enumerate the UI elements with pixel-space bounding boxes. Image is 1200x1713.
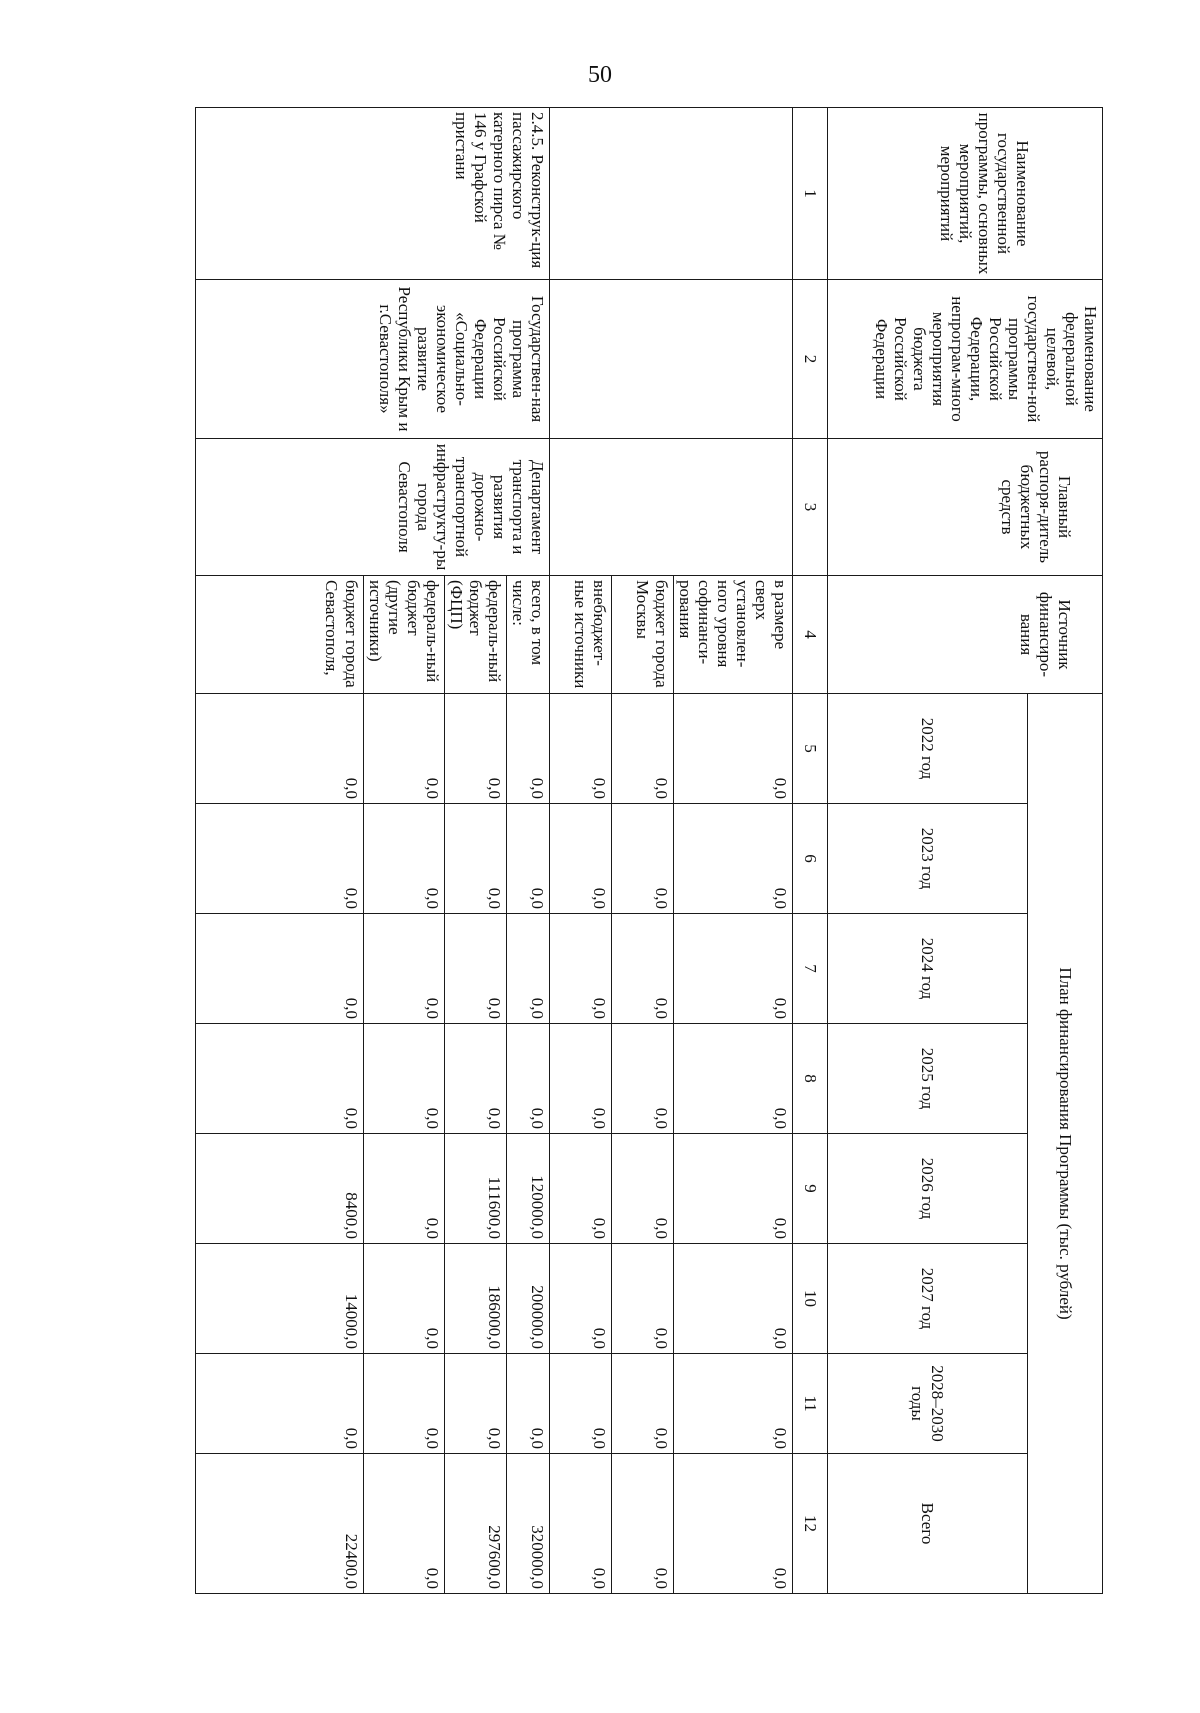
value-cell: 0,0 — [196, 1024, 364, 1134]
value-cell: 0,0 — [506, 1354, 549, 1454]
value-cell: 0,0 — [611, 1024, 673, 1134]
value-cell: 8400,0 — [196, 1134, 364, 1244]
funding-source: бюджет города Москвы — [611, 576, 673, 694]
value-cell: 0,0 — [611, 914, 673, 1024]
value-cell: 0,0 — [611, 1134, 673, 1244]
value-cell: 0,0 — [444, 1354, 506, 1454]
value-cell: 0,0 — [196, 804, 364, 914]
value-cell: 0,0 — [444, 1024, 506, 1134]
column-number: 6 — [793, 804, 828, 914]
value-cell: 0,0 — [506, 914, 549, 1024]
value-cell: 0,0 — [673, 1134, 792, 1244]
table-row — [673, 108, 792, 1594]
value-cell: 0,0 — [549, 1354, 611, 1454]
header-program-name: Наименование государственной программы, основных мероприятий, мероприятий — [828, 108, 1103, 280]
value-cell: 0,0 — [549, 1134, 611, 1244]
value-cell: 0,0 — [673, 804, 792, 914]
value-cell: 0,0 — [611, 1454, 673, 1594]
funding-source: федераль-ный бюджет (ФЦП) — [444, 576, 506, 694]
value-cell: 0,0 — [673, 1454, 792, 1594]
activity-name: 2.4.5. Реконструк-ция пассажирского катерного пирса № 146 у Графской пристани — [196, 108, 550, 280]
value-cell: 0,0 — [444, 804, 506, 914]
value-cell: 0,0 — [673, 914, 792, 1024]
value-cell: 0,0 — [673, 1244, 792, 1354]
column-number: 1 — [793, 108, 828, 280]
value-cell: 14000,0 — [196, 1244, 364, 1354]
header-financing-plan: План финансирования Программы (тыс. рублей) — [1028, 694, 1103, 1594]
value-cell: 0,0 — [549, 694, 611, 804]
header-year-2025: 2025 год — [828, 1024, 1028, 1134]
table-row — [506, 108, 549, 1594]
value-cell: 0,0 — [611, 804, 673, 914]
value-cell: 0,0 — [363, 914, 444, 1024]
value-cell: 0,0 — [549, 804, 611, 914]
value-cell: 0,0 — [444, 914, 506, 1024]
column-number: 10 — [793, 1244, 828, 1354]
empty-cell — [549, 108, 792, 280]
value-cell: 0,0 — [549, 914, 611, 1024]
column-number: 9 — [793, 1134, 828, 1244]
header-years-2028-2030: 2028–2030 годы — [828, 1354, 1028, 1454]
value-cell: 0,0 — [506, 804, 549, 914]
funding-source: федераль-ный бюджет (другие источники) — [363, 576, 444, 694]
value-cell: 0,0 — [611, 1244, 673, 1354]
value-cell: 22400,0 — [196, 1454, 364, 1594]
empty-cell — [549, 280, 792, 439]
value-cell: 0,0 — [196, 914, 364, 1024]
value-cell: 186000,0 — [444, 1244, 506, 1354]
value-cell: 0,0 — [363, 804, 444, 914]
value-cell: 0,0 — [673, 1024, 792, 1134]
value-cell: 0,0 — [363, 1244, 444, 1354]
funding-source: всего, в том числе: — [506, 576, 549, 694]
funding-source: в размере сверх установлен-ного уровня софинанси-рования — [673, 576, 792, 694]
rotated-table-wrapper — [195, 107, 1103, 1593]
column-number: 7 — [793, 914, 828, 1024]
value-cell: 0,0 — [363, 1354, 444, 1454]
empty-cell — [549, 439, 792, 576]
header-funding-source: Источник финансиро-вания — [828, 576, 1103, 694]
page-number: 50 — [588, 62, 612, 88]
column-number: 12 — [793, 1454, 828, 1594]
header-total: Всего — [828, 1454, 1028, 1594]
column-number: 11 — [793, 1354, 828, 1454]
value-cell: 320000,0 — [506, 1454, 549, 1594]
column-number: 2 — [793, 280, 828, 439]
funding-source: внебюджет-ные источники — [549, 576, 611, 694]
header-year-2022: 2022 год — [828, 694, 1028, 804]
value-cell: 0,0 — [444, 694, 506, 804]
value-cell: 0,0 — [673, 1354, 792, 1454]
value-cell: 0,0 — [363, 1134, 444, 1244]
header-year-2027: 2027 год — [828, 1244, 1028, 1354]
column-number: 3 — [793, 439, 828, 576]
header-year-2023: 2023 год — [828, 804, 1028, 914]
header-year-2026: 2026 год — [828, 1134, 1028, 1244]
header-federal-program: Наименование федеральной целевой, государствен-ной программы Российской Федерации, непрограм-много мероприятия бюджета Российской Федерации — [828, 280, 1103, 439]
value-cell: 0,0 — [611, 694, 673, 804]
column-number: 8 — [793, 1024, 828, 1134]
value-cell: 0,0 — [611, 1354, 673, 1454]
value-cell: 111600,0 — [444, 1134, 506, 1244]
value-cell: 0,0 — [673, 694, 792, 804]
financing-table — [195, 107, 1103, 1594]
column-number: 4 — [793, 576, 828, 694]
value-cell: 297600,0 — [444, 1454, 506, 1594]
value-cell: 0,0 — [506, 1024, 549, 1134]
funding-source: бюджет города Севастополя, — [196, 576, 364, 694]
value-cell: 200000,0 — [506, 1244, 549, 1354]
value-cell: 0,0 — [549, 1454, 611, 1594]
value-cell: 120000,0 — [506, 1134, 549, 1244]
federal-program-name: Государствен-ная программа Российской Федерации «Социально-экономическое развитие Республики Крым и г.Севастополя» — [196, 280, 550, 439]
value-cell: 0,0 — [363, 694, 444, 804]
value-cell: 0,0 — [549, 1024, 611, 1134]
header-budget-manager: Главный распоря-дитель бюджетных средств — [828, 439, 1103, 576]
value-cell: 0,0 — [363, 1024, 444, 1134]
value-cell: 0,0 — [506, 694, 549, 804]
budget-manager: Департамент транспорта и развития дорожно-транспортной инфраструкту-ры города Севастополя — [196, 439, 550, 576]
value-cell: 0,0 — [196, 1354, 364, 1454]
column-number: 5 — [793, 694, 828, 804]
value-cell: 0,0 — [549, 1244, 611, 1354]
column-numbers-row — [793, 108, 828, 1594]
header-year-2024: 2024 год — [828, 914, 1028, 1024]
value-cell: 0,0 — [363, 1454, 444, 1594]
value-cell: 0,0 — [196, 694, 364, 804]
table-stage — [195, 107, 1103, 1593]
